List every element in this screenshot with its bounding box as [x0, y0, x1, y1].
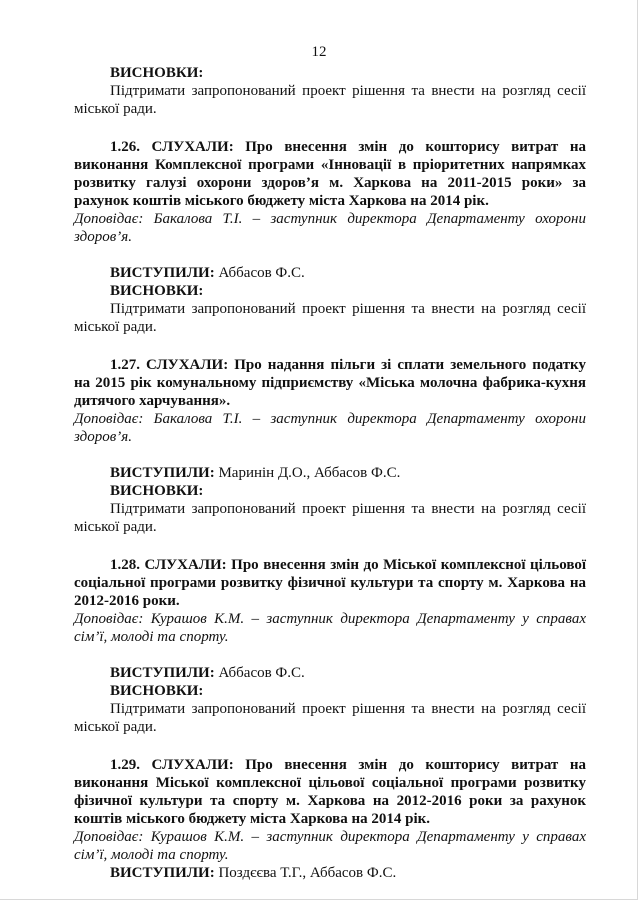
- speakers-label: ВИСТУПИЛИ:: [110, 465, 215, 481]
- speakers-line: [74, 864, 586, 882]
- page-number: 12: [311, 44, 327, 60]
- decision-text: Підтримати запропонований проект рішення та внести на розгляд сесії міської ради.: [74, 301, 586, 335]
- item-heard: 1.29. СЛУХАЛИ: Про внесення змін до кошторису витрат на виконання Міської комплексної цільової соціальної програми розвитку фізичної культури та спорту м. Харкова на 2012-2016 роки за рахунок коштів міського бюджету міста Харкова на 2014 рік.: [74, 757, 586, 827]
- speakers-line: [74, 464, 586, 482]
- conclusions-heading: ВИСНОВКИ:: [110, 65, 204, 81]
- speakers-names: Маринін Д.О., Аббасов Ф.С.: [218, 465, 401, 481]
- speakers-names: Поздєєва Т.Г., Аббасов Ф.С.: [218, 865, 397, 881]
- decision-text: Підтримати запропонований проект рішення та внести на розгляд сесії міської ради.: [74, 501, 586, 535]
- item-heard: 1.27. СЛУХАЛИ: Про надання пільги зі сплати земельного податку на 2015 рік комунальному підприємству «Міська молочна фабрика-кухня дитячого харчування».: [74, 357, 586, 409]
- conclusions-heading: ВИСНОВКИ:: [110, 283, 204, 299]
- speakers-names: Аббасов Ф.С.: [218, 665, 305, 681]
- item-reporter: Доповідає: Курашов К.М. – заступник директора Департаменту у справах сім’ї, молоді та спорту.: [74, 829, 586, 863]
- decision-text: Підтримати запропонований проект рішення та внести на розгляд сесії міської ради.: [74, 83, 586, 117]
- conclusions-heading: ВИСНОВКИ:: [110, 683, 204, 699]
- speakers-line: [74, 264, 586, 282]
- item-heard: 1.28. СЛУХАЛИ: Про внесення змін до Міської комплексної цільової соціальної програми розвитку фізичної культури та спорту м. Харкова на 2012-2016 роки.: [74, 557, 586, 609]
- item-reporter: Доповідає: Курашов К.М. – заступник директора Департаменту у справах сім’ї, молоді та спорту.: [74, 611, 586, 645]
- speakers-names: Аббасов Ф.С.: [218, 265, 305, 281]
- speakers-label: ВИСТУПИЛИ:: [110, 265, 215, 281]
- speakers-line: [74, 664, 586, 682]
- conclusions-heading: ВИСНОВКИ:: [110, 483, 204, 499]
- item-heard: 1.26. СЛУХАЛИ: Про внесення змін до кошторису витрат на виконання Комплексної програми «Інновації в пріоритетних напрямках розвитку галузі охорони здоров’я м. Харкова на 2011-2015 роки» за рахунок коштів міського бюджету міста Харкова на 2014 рік.: [74, 139, 586, 209]
- page-content: [74, 64, 586, 882]
- speakers-label: ВИСТУПИЛИ:: [110, 865, 215, 881]
- item-reporter: Доповідає: Бакалова Т.І. – заступник директора Департаменту охорони здоров’я.: [74, 411, 586, 445]
- speakers-label: ВИСТУПИЛИ:: [110, 665, 215, 681]
- decision-text: Підтримати запропонований проект рішення та внести на розгляд сесії міської ради.: [74, 701, 586, 735]
- item-reporter: Доповідає: Бакалова Т.І. – заступник директора Департаменту охорони здоров’я.: [74, 211, 586, 245]
